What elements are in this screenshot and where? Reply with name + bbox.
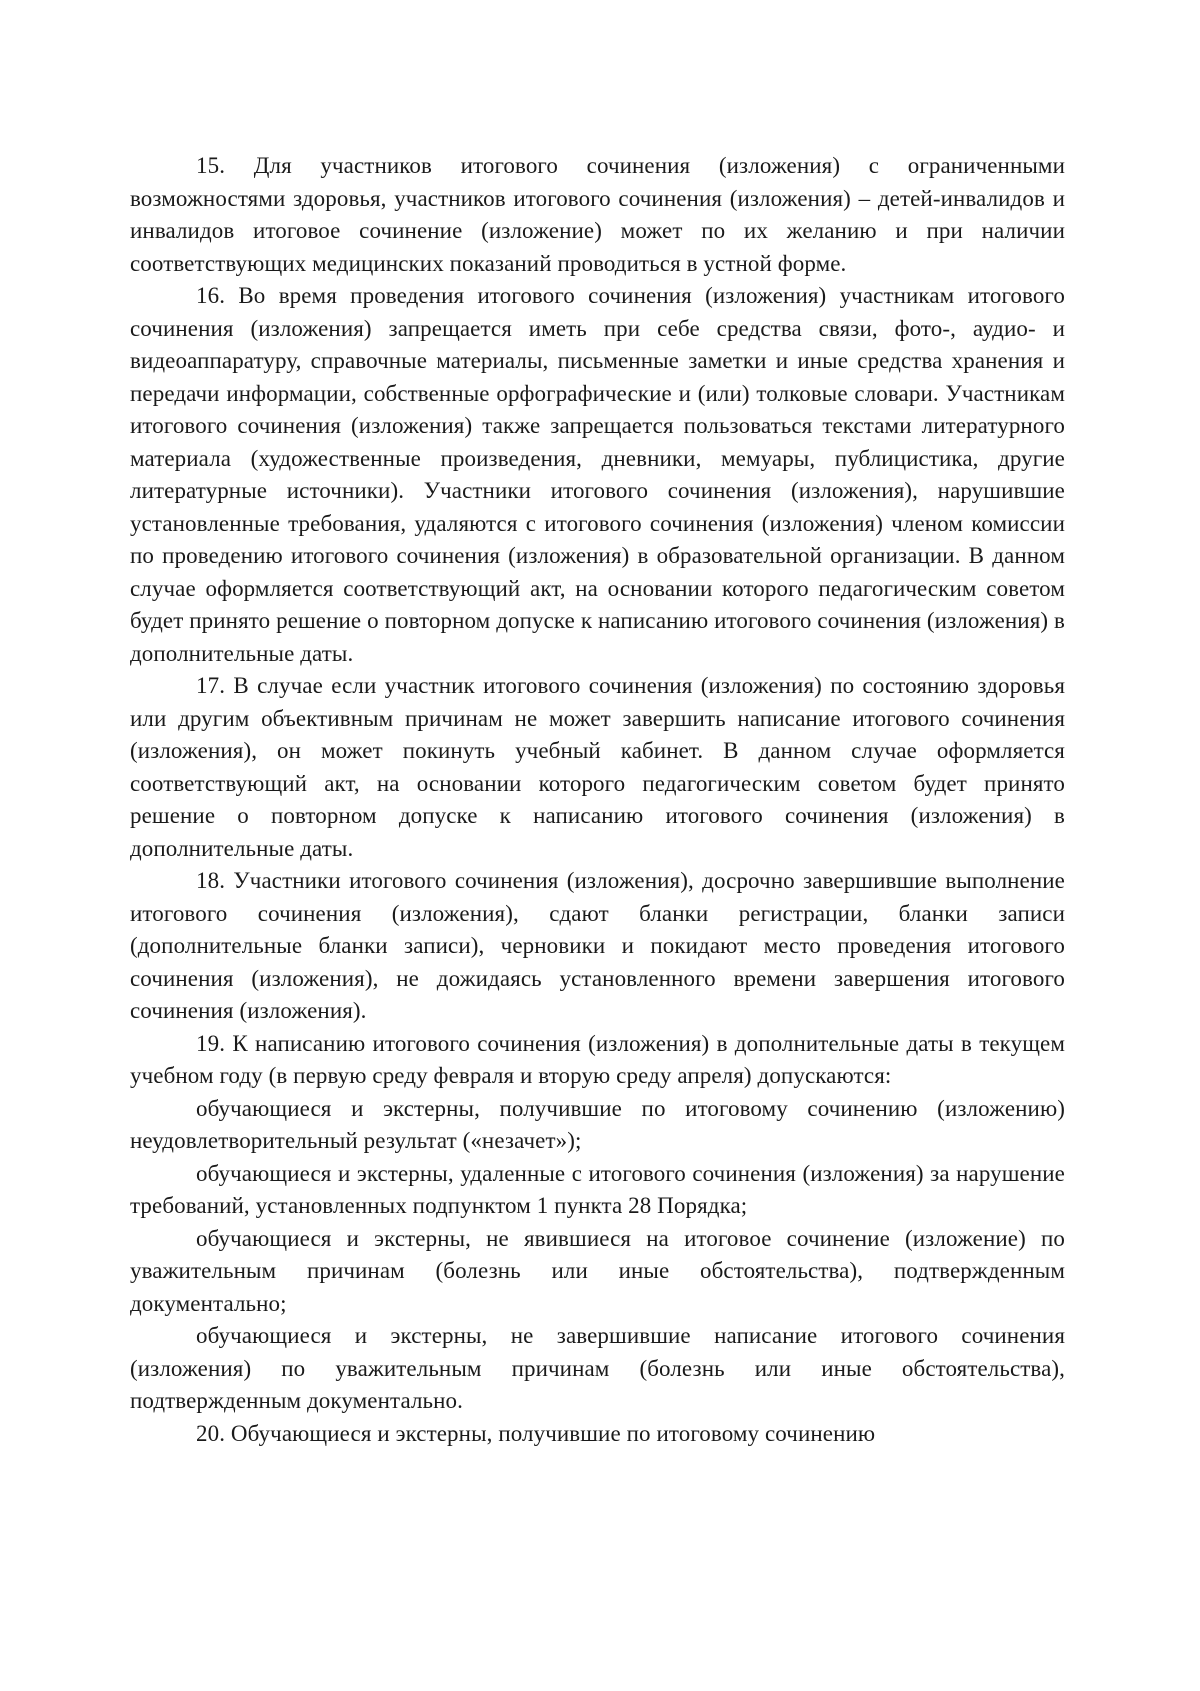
paragraph-text: Обучающиеся и экстерны, получившие по итоговому сочинению bbox=[230, 1420, 876, 1446]
list-item-absent bbox=[130, 1223, 1065, 1321]
list-item-unsatisfactory bbox=[130, 1093, 1065, 1158]
list-item-text: обучающиеся и экстерны, получившие по итоговому сочинению (изложению) неудовлетворительный результат («незачет»); bbox=[130, 1095, 1065, 1153]
paragraph-20 bbox=[130, 1418, 1065, 1451]
list-item-text: обучающиеся и экстерны, не завершившие написание итогового сочинения (изложения) по уважительным причинам (болезнь или иные обстоятельства), подтвержденным документально. bbox=[130, 1323, 1065, 1413]
list-item-not-completed bbox=[130, 1320, 1065, 1418]
document-body bbox=[130, 150, 1065, 1450]
paragraph-text: Участники итогового сочинения (изложения), досрочно завершившие выполнение итогового сочинения (изложения), сдают бланки регистрации, бланки записи (дополнительные бланки записи), черновики и покидают место проведения итогового сочинения (изложения), не дожидаясь установленного времени завершения итогового сочинения (изложения). bbox=[130, 868, 1065, 1023]
paragraph-text: Во время проведения итогового сочинения (изложения) участникам итогового сочинения (изложения) запрещается иметь при себе средства связи, фото-, аудио- и видеоаппаратуру, справочные материалы, письменные заметки и иные средства хранения и передачи информации, собственные орфографические и (или) толковые словари. Участникам итогового сочинения (изложения) также запрещается пользоваться текстами литературного материала (художественные произведения, дневники, мемуары, публицистика, другие литературные источники). Участники итогового сочинения (изложения), нарушившие установленные требования, удаляются с итогового сочинения (изложения) членом комиссии по проведению итогового сочинения (изложения) в образовательной организации. В данном случае оформляется соответствующий акт, на основании которого педагогическим советом будет принято решение о повторном допуске к написанию итогового сочинения (изложения) в дополнительные даты. bbox=[130, 283, 1065, 666]
paragraph-text: В случае если участник итогового сочинения (изложения) по состоянию здоровья или другим объективным причинам не может завершить написание итогового сочинения (изложения), он может покинуть учебный кабинет. В данном случае оформляется соответствующий акт, на основании которого педагогическим советом будет принято решение о повторном допуске к написанию итогового сочинения (изложения) в дополнительные даты. bbox=[130, 673, 1065, 861]
paragraph-19 bbox=[130, 1028, 1065, 1093]
list-item-removed bbox=[130, 1158, 1065, 1223]
paragraph-15 bbox=[130, 150, 1065, 280]
paragraph-18 bbox=[130, 865, 1065, 1028]
paragraph-number: 20. bbox=[196, 1420, 226, 1446]
paragraph-number: 18. bbox=[196, 868, 226, 893]
paragraph-text: Для участников итогового сочинения (изложения) с ограниченными возможностями здоровья, участников итогового сочинения (изложения) – детей-инвалидов и инвалидов итоговое сочинение (изложение) может по их желанию и при наличии соответствующих медицинских показаний проводиться в устной форме. bbox=[130, 153, 1065, 276]
paragraph-number: 17. bbox=[196, 673, 226, 698]
paragraph-16 bbox=[130, 280, 1065, 670]
list-item-text: обучающиеся и экстерны, удаленные с итогового сочинения (изложения) за нарушение требований, установленных подпунктом 1 пункта 28 Порядка; bbox=[130, 1160, 1065, 1218]
list-item-text: обучающиеся и экстерны, не явившиеся на итоговое сочинение (изложение) по уважительным причинам (болезнь или иные обстоятельства), подтвержденным документально; bbox=[130, 1225, 1065, 1316]
paragraph-number: 19. bbox=[196, 1030, 226, 1056]
paragraph-number: 16. bbox=[196, 283, 226, 308]
paragraph-number: 15. bbox=[196, 153, 226, 178]
paragraph-text: К написанию итогового сочинения (изложения) в дополнительные даты в текущем учебном году (в первую среду февраля и вторую среду апреля) допускаются: bbox=[130, 1030, 1065, 1088]
paragraph-17 bbox=[130, 670, 1065, 865]
